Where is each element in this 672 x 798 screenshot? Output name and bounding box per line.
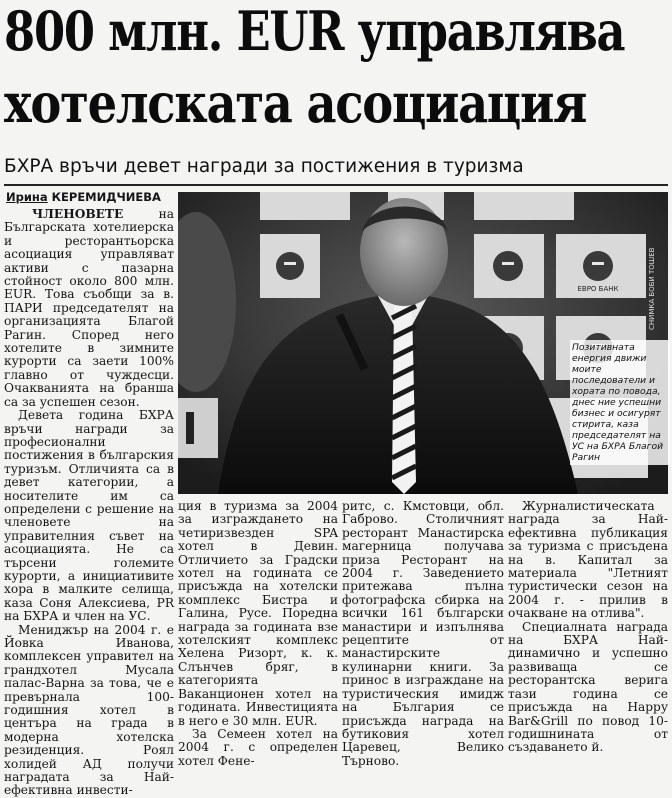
paragraph: ция в туризма за 2004 за изграждането на четиризвезден SPA хотел в Девин. Отличието за Градски хотел на годината се присъжда на хотелски комплекс Бистра и Галина, Русе. Поредна награда за годината взе хотелският комплекс Хелена Ризорт, к. к. Слънчев бряг, в категорията Ваканционен хотел на годината. Инвестицията в него е 30 млн. EUR.	[178, 499, 338, 728]
article-column-2	[178, 500, 338, 768]
subheadline: БХРА връчи девет награди за постижения в туризма	[4, 156, 524, 177]
article-column-3	[342, 500, 504, 768]
paragraph: ритс, с. Кмстовци, обл. Габрово. Столичният ресторант Манастирска магерница получава приза Ресторант на 2004 г. Заведението притежава пълна фотографска сбирка на всички 161 български манастири и изпълнява рецептите от манастирските кулинарни книги. За принос в изграждане на туристическия имидж на България се присъжда награда на бутиковия хотел Царевец, Велико Търново.	[342, 499, 504, 768]
paragraph-text: на Българската хотелиерска и ресторантьорска асоциация управляват активи с пазарна стойност около 800 млн. EUR. Това съобщи за в. ПАРИ председателят на организацията Благой Рагин. Според него хотелите в зимните курорти са заети 100% главно от чуждесци. Очакванията на бранша са за успешен сезон.	[4, 207, 174, 409]
divider	[4, 184, 668, 186]
byline-last-name: КЕРЕМИДЧИЕВА	[51, 190, 161, 204]
backdrop-logo: ЕВРО БАНК	[577, 285, 619, 293]
paragraph: Журналистическата награда за Най-ефективна публикация за туризма с присъдена на в. Капитал за материала "Летният туристически сезон на 2004 г. - прилив в очакване на отлива".	[508, 499, 668, 621]
article-column-4	[508, 500, 668, 755]
photo-caption: Позитивната енергия движи моите последователи и хората по повода, днес ние успешни бизнес и осигурят стирита, каза председателят на УС на БХРА Благой Рагин	[570, 340, 670, 465]
lead-word: ЧЛЕНОВЕТЕ	[32, 207, 124, 221]
headline-line-1: 800 млн. EUR управлява	[4, 0, 625, 63]
paragraph	[4, 208, 174, 409]
paragraph: Специалната награда на БХРА Най-динамично и успешно развиваща се ресторантска верига тази година се присъжда на Нарру Bar&Grill по повод 10-годишнината от създаването й.	[508, 619, 668, 755]
paragraph: Мениджър на 2004 г. е Йовка Иванова, комплексен управител на грандхотел Мусала палас-Варна за това, че е превърнала 100-годишния хотел в центъра на града в модерна хотелска резиденция. Роял холидей АД получи наградата за Най-ефективна инвести-	[4, 622, 174, 798]
byline	[6, 190, 161, 204]
headline-line-2: хотелската асоциация	[4, 71, 587, 135]
article-column-1	[4, 208, 174, 798]
paragraph: За Семеен хотел на 2004 г. с определен хотел Фене-	[178, 726, 338, 768]
byline-first-name: Ирина	[6, 190, 48, 204]
photo-credit: СНИМКА БОБИ ТОШЕВ	[648, 247, 656, 330]
paragraph: Девета година БХРА връчи награди за професионални постижения в българския туризъм. Отличията са в девет категории, а носителите им са определени с решение на членовете на управителния съвет на асоциацията. Не са търсени големите курорти, а инициативите хора в малките селища, каза Соня Алексиева, PR на БХРА и член на УС.	[4, 408, 174, 624]
